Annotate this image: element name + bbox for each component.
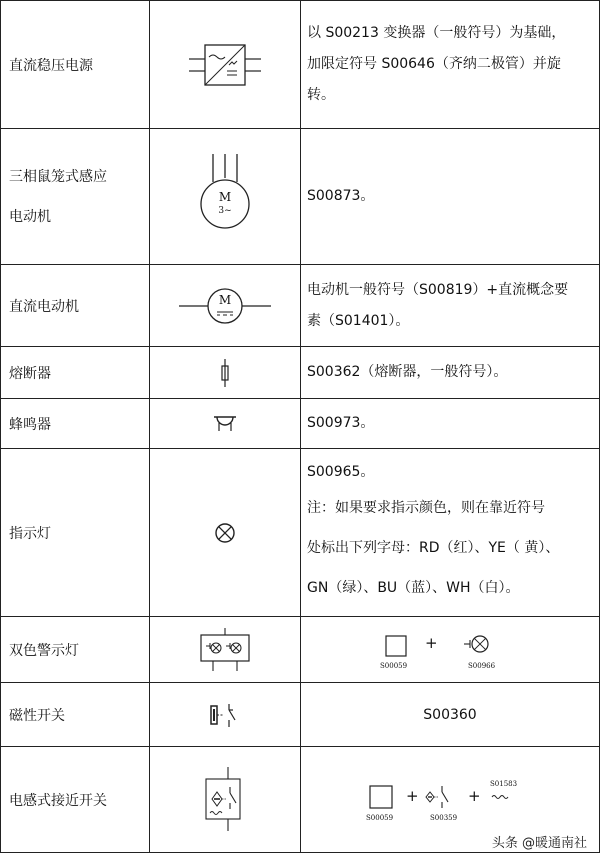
- motor-label: M: [218, 292, 232, 307]
- plus-sign: +: [468, 786, 481, 805]
- description-line: S00973。: [307, 415, 375, 431]
- description-line: GN（绿）、BU（蓝）、WH（白）。: [307, 580, 520, 596]
- description-line: S00965。: [307, 464, 375, 480]
- motor-label: M: [218, 189, 232, 204]
- description-line: 素（S01401）。: [307, 312, 410, 329]
- symbol-name: 直流电动机: [1, 265, 150, 347]
- symbol-name: 指示灯: [1, 449, 150, 617]
- table-row: [1, 265, 600, 347]
- table-row: [1, 683, 600, 747]
- description-line: S00873。: [307, 188, 375, 204]
- description-line: 电动机一般符号（S00819）+直流概念要: [307, 281, 569, 298]
- description-line: S00360: [423, 706, 477, 723]
- description-line: 加限定符号 S00646（齐纳二极管）并旋: [307, 56, 561, 72]
- description-line: 转。: [307, 87, 335, 103]
- code-label: S00359: [430, 813, 458, 822]
- magnetic-switch-icon: [205, 700, 245, 730]
- description-line: 处标出下列字母：RD（红）、YE（ 黄）、: [307, 540, 560, 556]
- symbol-name: 蜂鸣器: [1, 399, 150, 449]
- symbol-name: 直流稳压电源: [1, 1, 150, 129]
- code-label: S00059: [366, 813, 394, 822]
- code-label: S01583: [490, 779, 518, 788]
- symbol-name: 电感式接近开关: [1, 747, 150, 853]
- table-row: [1, 129, 600, 265]
- inductive-proximity-switch-icon: [200, 765, 250, 835]
- table-row: [1, 399, 600, 449]
- motor-sub-label: 3~: [218, 205, 232, 216]
- code-label: S00966: [468, 661, 496, 670]
- plus-sign: +: [406, 786, 419, 805]
- table-row: [1, 347, 600, 399]
- plus-sign: +: [425, 633, 438, 652]
- table-row: [1, 1, 600, 129]
- dc-regulated-power-supply-icon: [185, 35, 265, 95]
- description-line: 注：如果要求指示颜色，则在靠近符号: [307, 500, 545, 516]
- description-line: S00362（熔断器，一般符号）。: [307, 364, 508, 380]
- symbol-name: 双色警示灯: [1, 617, 150, 683]
- description-line: 以 S00213 变换器（一般符号）为基础，: [307, 25, 566, 41]
- symbol-name: 磁性开关: [1, 683, 150, 747]
- fuse-icon: [215, 358, 235, 388]
- code-label: S00059: [380, 661, 408, 670]
- symbol-name: 电动机: [9, 208, 51, 225]
- indicator-lamp-icon: [213, 521, 237, 545]
- two-color-warning-light-icon: [195, 627, 255, 673]
- table-row: [1, 449, 600, 617]
- dc-motor-icon: [175, 281, 275, 331]
- table-row: [1, 617, 600, 683]
- symbol-name: 熔断器: [1, 347, 150, 399]
- three-phase-squirrel-cage-motor-icon: [195, 152, 255, 242]
- buzzer-icon: [210, 411, 240, 437]
- symbol-name: 三相鼠笼式感应: [9, 168, 107, 185]
- watermark: 头条 @暖通南社: [488, 831, 591, 852]
